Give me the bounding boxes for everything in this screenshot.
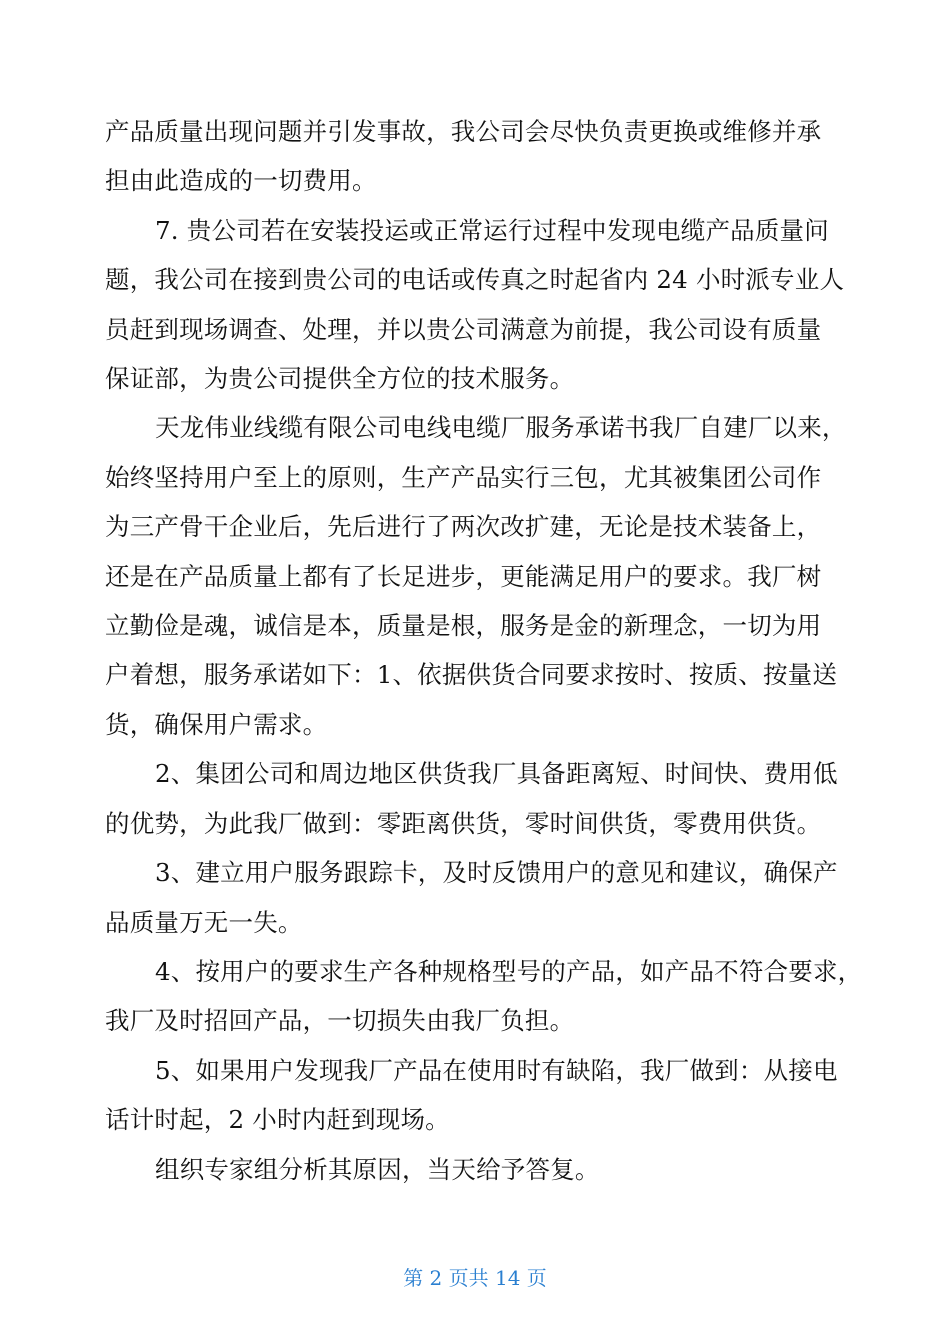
text-line: 5、如果用户发现我厂产品在使用时有缺陷，我厂做到：从接电: [155, 1055, 838, 1085]
text-line: 立勤俭是魂，诚信是本，质量是根，服务是金的新理念，一切为用: [105, 611, 822, 641]
paragraph-item-3: [105, 848, 863, 947]
text-line: 组织专家组分析其原因，当天给予答复。: [155, 1154, 600, 1184]
text-line: 4、按用户的要求生产各种规格型号的产品，如产品不符合要求，: [155, 956, 863, 986]
text-line: 始终坚持用户至上的原则，生产产品实行三包，尤其被集团公司作: [105, 462, 822, 492]
paragraph-item-4: [105, 947, 863, 1046]
paragraph-continuation: [105, 107, 863, 206]
text-line: 为三产骨干企业后，先后进行了两次改扩建，无论是技术装备上，: [105, 512, 822, 542]
text-line: 天龙伟业线缆有限公司电线电缆厂服务承诺书我厂自建厂以来，: [155, 413, 847, 443]
page-number-footer: 第 2 页共 14 页: [403, 1266, 547, 1290]
paragraph-item-2: [105, 749, 863, 848]
paragraph-service-commitment: [105, 403, 863, 749]
text-line: 题，我公司在接到贵公司的电话或传真之时起省内 24 小时派专业人: [105, 265, 845, 295]
text-line: 货，确保用户需求。: [105, 709, 328, 739]
text-line: 我厂及时招回产品，一切损失由我厂负担。: [105, 1006, 575, 1036]
text-line: 产品质量出现问题并引发事故，我公司会尽快负责更换或维修并承: [105, 117, 822, 146]
text-line: 7. 贵公司若在安装投运或正常运行过程中发现电缆产品质量问: [155, 215, 829, 245]
document-body: [105, 107, 863, 1194]
paragraph-item-7: [105, 206, 863, 404]
text-line: 户着想，服务承诺如下：1、依据供货合同要求按时、按质、按量送: [105, 660, 838, 690]
text-line: 2、集团公司和周边地区供货我厂具备距离短、时间快、费用低: [155, 759, 838, 789]
text-line: 的优势，为此我厂做到：零距离供货，零时间供货，零费用供货。: [105, 808, 822, 838]
text-line: 话计时起，2 小时内赶到现场。: [105, 1105, 450, 1135]
text-line: 还是在产品质量上都有了长足进步，更能满足用户的要求。我厂树: [105, 561, 822, 591]
text-line: 保证部，为贵公司提供全方位的技术服务。: [105, 364, 575, 394]
text-line: 3、建立用户服务跟踪卡，及时反馈用户的意见和建议，确保产: [155, 858, 838, 888]
paragraph-closing: [105, 1145, 863, 1194]
text-line: 品质量万无一失。: [105, 907, 303, 937]
text-line: 担由此造成的一切费用。: [105, 166, 377, 196]
paragraph-item-5: [105, 1046, 863, 1145]
text-line: 员赶到现场调查、处理，并以贵公司满意为前提，我公司设有质量: [105, 314, 822, 344]
